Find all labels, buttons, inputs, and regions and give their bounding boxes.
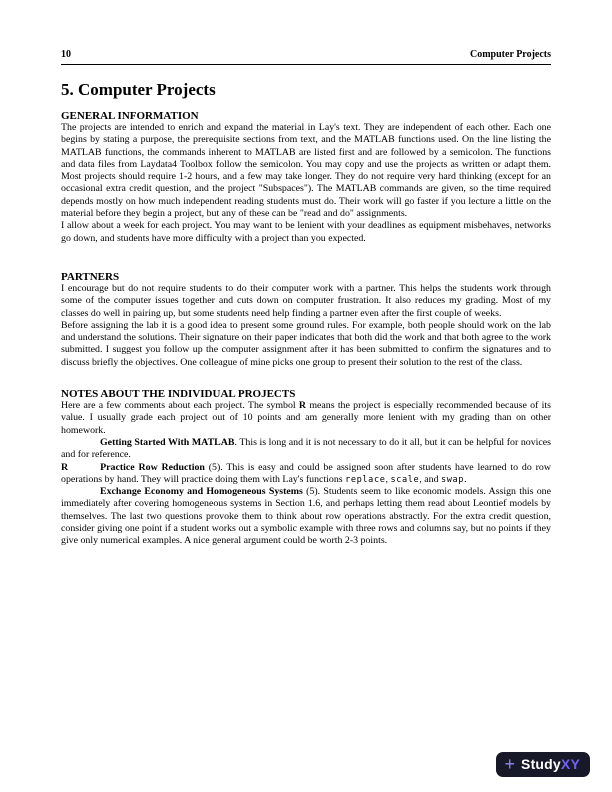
page-number: 10 — [61, 49, 71, 60]
paragraph-partners-2: Before assigning the lab it is a good idea to present some ground rules. For example, both people should work on the lab and understand the solutions. Their signature on their paper indicates that both did the work and that both agree to the work submitted. I suggest you follow up the computer assignment after it has been submitted to confirm the signatures and to discuss briefly the objectives. One colleague of mine picks one group to present their solution to the rest of the class. — [61, 319, 551, 368]
paragraph-general-2: I allow about a week for each project. You may want to be lenient with your deadlines as equipment misbehaves, networks go down, and students have more difficulty with a project than you expected. — [61, 220, 551, 244]
studyxy-logo[interactable] — [496, 752, 590, 777]
page-header — [61, 49, 551, 65]
logo-brand-accent: XY — [560, 756, 580, 772]
paragraph-notes-intro: Here are a few comments about each project. The symbol R means the project is especially recommended because of its value. I usually grade each project out of 10 points and am generally more lenient with my grading than on other homework. — [61, 400, 552, 436]
section-heading-notes: NOTES ABOUT THE INDIVIDUAL PROJECTS — [61, 388, 296, 401]
paragraph-general-1: The projects are intended to enrich and expand the material in Lay's text. They are independent of each other. Each one begins by stating a purpose, the prerequisite sections from text, and the MATLAB functions used. On the line listing the MATLAB functions, the commands inherent to MATLAB are listed first and are followed by a semicolon. The functions and data files from Laydata4 Toolbox follow the semicolon. You may copy and use the projects as written or adapt them. Most projects should require 1-2 hours, and a few may take longer. They do not require very hard thinking (except for an occasional extra credit question, and the project "Subspaces"). The MATLAB commands are given, so the time required depends mostly on how much independent reading students must do. Their work will go faster if you lecture a little on the material before they begin a project, but any of these can be "read and do" assignments. — [61, 122, 551, 220]
section-heading-general-information: GENERAL INFORMATION — [61, 110, 199, 122]
logo-text — [521, 756, 580, 772]
logo-brand-primary: Study — [521, 756, 561, 772]
running-title: Computer Projects — [470, 49, 551, 60]
paragraph-partners-1: I encourage but do not require students to do their computer work with a partner. This helps the students work through some of the computer issues together and cuts down on computer frustration. It also reduces my grading. Most of my classes do well in pairing up, but some students need help finding a partner even after the first couple of weeks. — [61, 282, 551, 319]
page-title: 5. Computer Projects — [61, 80, 216, 99]
section-heading-partners: PARTNERS — [61, 270, 120, 283]
plus-icon: + — [504, 754, 516, 774]
paragraph-getting-started: Getting Started With MATLAB. This is long and it is not necessary to do it all, but it can be helpful for novices and for reference. — [61, 436, 552, 461]
paragraph-practice-row-reduction: R Practice Row Reduction (5). This is easy and could be assigned soon after students have learned to do row operations by hand. They will practice doing them with Lay's functions replace, scale, and swap. — [61, 461, 551, 485]
paragraph-exchange-economy: Exchange Economy and Homogeneous Systems (5). Students seem to like economic models. Assign this one immediately after covering homogeneous systems in Section 1.6, and perhaps letting them read about Leontief models by themselves. The last two questions provoke them to think about row operations abstractly. For the extra credit question, consider giving one point if a student works out a symbolic example with three rows and columns say, but no points if they give only numerical examples. A nice general argument could be worth 2-3 points. — [61, 486, 551, 547]
